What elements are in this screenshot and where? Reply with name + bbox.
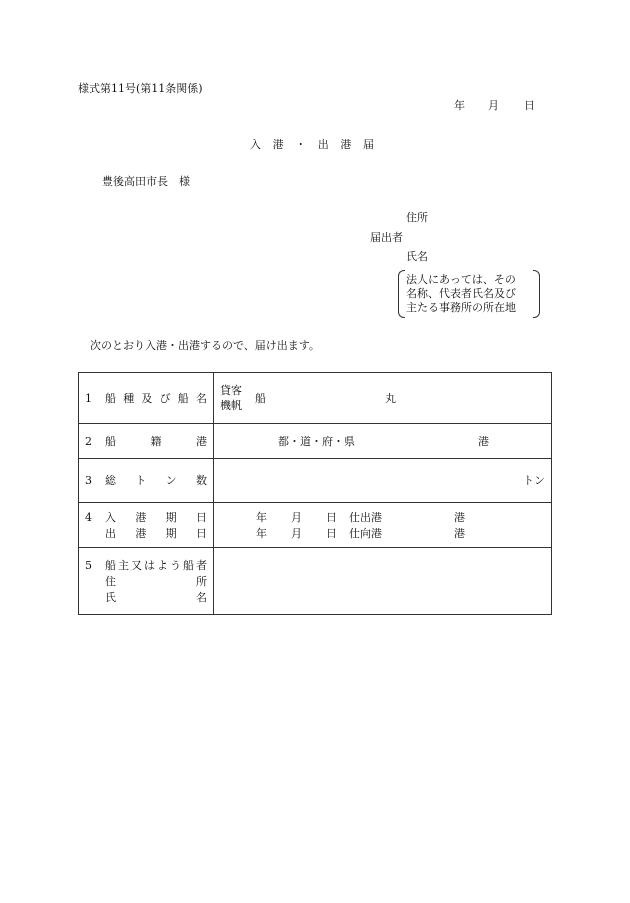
- bracket-right: [533, 270, 540, 318]
- ship-type-bottom: 機帆: [220, 399, 242, 412]
- destination-port-label: 仕向港: [349, 527, 382, 540]
- ship-type-top: 貸客: [220, 384, 242, 397]
- label-cell: [79, 503, 214, 548]
- label-char: は: [144, 559, 155, 572]
- page-title: [250, 139, 374, 150]
- label-char: 名: [196, 591, 207, 604]
- title-char: 出: [317, 138, 329, 151]
- ship-char: 船: [255, 392, 266, 405]
- row-number: 4: [85, 511, 92, 524]
- notification-table: [78, 372, 552, 615]
- label-cell: [79, 373, 214, 424]
- label-char: 数: [195, 474, 207, 487]
- tonnage-unit: トン: [523, 474, 545, 487]
- note-line: 主たる事務所の所在地: [406, 301, 516, 314]
- destination-port-suffix: 港: [454, 527, 465, 540]
- label-char: 又: [131, 559, 142, 572]
- leave-day: 日: [326, 527, 337, 540]
- label-char: 港: [135, 511, 147, 524]
- prefecture-options: 都・道・府・県: [278, 435, 355, 448]
- row-label-name: [105, 592, 207, 603]
- table-row: [79, 503, 552, 548]
- note-line: 名称、代表者氏名及び: [406, 287, 516, 300]
- label-char: 日: [195, 527, 207, 540]
- date-month: 月: [488, 99, 499, 112]
- row-label-address: [105, 576, 207, 587]
- applicant-role-label: 届出者: [370, 231, 403, 244]
- row-label-out: [105, 528, 207, 539]
- label-char: 期: [165, 511, 177, 524]
- ship-suffix: 丸: [385, 392, 396, 405]
- table-row: [79, 548, 552, 615]
- row-number: 3: [85, 474, 92, 487]
- label-char: 総: [105, 474, 116, 487]
- arrival-month: 月: [291, 511, 302, 524]
- port-suffix: 港: [478, 435, 489, 448]
- corporate-note-text: [406, 273, 534, 315]
- port-dates-cell[interactable]: [214, 503, 552, 548]
- address-label: 住所: [406, 211, 428, 224]
- arrival-day: 日: [326, 511, 337, 524]
- label-char: 船: [177, 392, 189, 405]
- departure-port-suffix: 港: [454, 511, 465, 524]
- label-char: び: [159, 392, 171, 405]
- row-number: 1: [85, 392, 92, 405]
- label-char: 期: [165, 527, 177, 540]
- row-number: 2: [85, 435, 92, 448]
- leave-month: 月: [291, 527, 302, 540]
- row-label: [105, 436, 207, 447]
- label-cell: [79, 424, 214, 459]
- label-char: ト: [135, 474, 147, 487]
- label-char: 船: [105, 392, 116, 405]
- intro-text: 次のとおり入港・出港するので、届け出ます。: [90, 339, 320, 352]
- bracket-left: [398, 270, 405, 318]
- label-char: 者: [196, 559, 207, 572]
- row-number: 5: [85, 559, 92, 572]
- row-label-in: [105, 512, 207, 523]
- label-char: 船: [105, 559, 116, 572]
- label-char: 所: [196, 575, 207, 588]
- label-char: う: [170, 559, 181, 572]
- addressee: 豊後高田市長 様: [102, 175, 190, 188]
- label-char: 出: [105, 527, 116, 540]
- label-char: 船: [183, 559, 194, 572]
- label-char: ン: [165, 474, 177, 487]
- title-char: 入: [250, 138, 261, 151]
- row-label: [105, 475, 207, 486]
- label-char: 及: [141, 392, 153, 405]
- label-char: 港: [196, 435, 207, 448]
- label-char: 住: [105, 575, 116, 588]
- row-label-owner: [105, 560, 207, 571]
- table-row: [79, 373, 552, 424]
- label-char: 氏: [105, 591, 116, 604]
- home-port-cell[interactable]: [214, 424, 552, 459]
- date-year: 年: [454, 99, 465, 112]
- label-char: 入: [105, 511, 116, 524]
- form-number: 様式第11号(第11条関係): [78, 82, 203, 95]
- label-char: 港: [135, 527, 147, 540]
- leave-year: 年: [256, 527, 267, 540]
- title-char: 港: [272, 138, 284, 151]
- label-char: 名: [195, 392, 207, 405]
- label-char: 種: [123, 392, 135, 405]
- label-char: 籍: [150, 435, 162, 448]
- label-char: 船: [105, 435, 116, 448]
- gross-tonnage-cell[interactable]: [214, 459, 552, 503]
- corporate-note: [398, 270, 540, 316]
- departure-port-label: 仕出港: [349, 511, 382, 524]
- label-char: 主: [118, 559, 129, 572]
- label-cell: [79, 548, 214, 615]
- title-char: 届: [362, 138, 374, 151]
- title-char: ・: [295, 138, 307, 151]
- ship-name-cell[interactable]: [214, 373, 552, 424]
- label-char: よ: [157, 559, 168, 572]
- date-day: 日: [524, 99, 535, 112]
- table-row: [79, 424, 552, 459]
- label-cell: [79, 459, 214, 503]
- label-char: 日: [195, 511, 207, 524]
- owner-info-cell[interactable]: [214, 548, 552, 615]
- name-label: 氏名: [406, 250, 428, 263]
- table-row: [79, 459, 552, 503]
- note-line: 法人にあっては、その: [406, 273, 516, 286]
- title-char: 港: [340, 138, 352, 151]
- row-label: [105, 393, 207, 404]
- arrival-year: 年: [256, 511, 267, 524]
